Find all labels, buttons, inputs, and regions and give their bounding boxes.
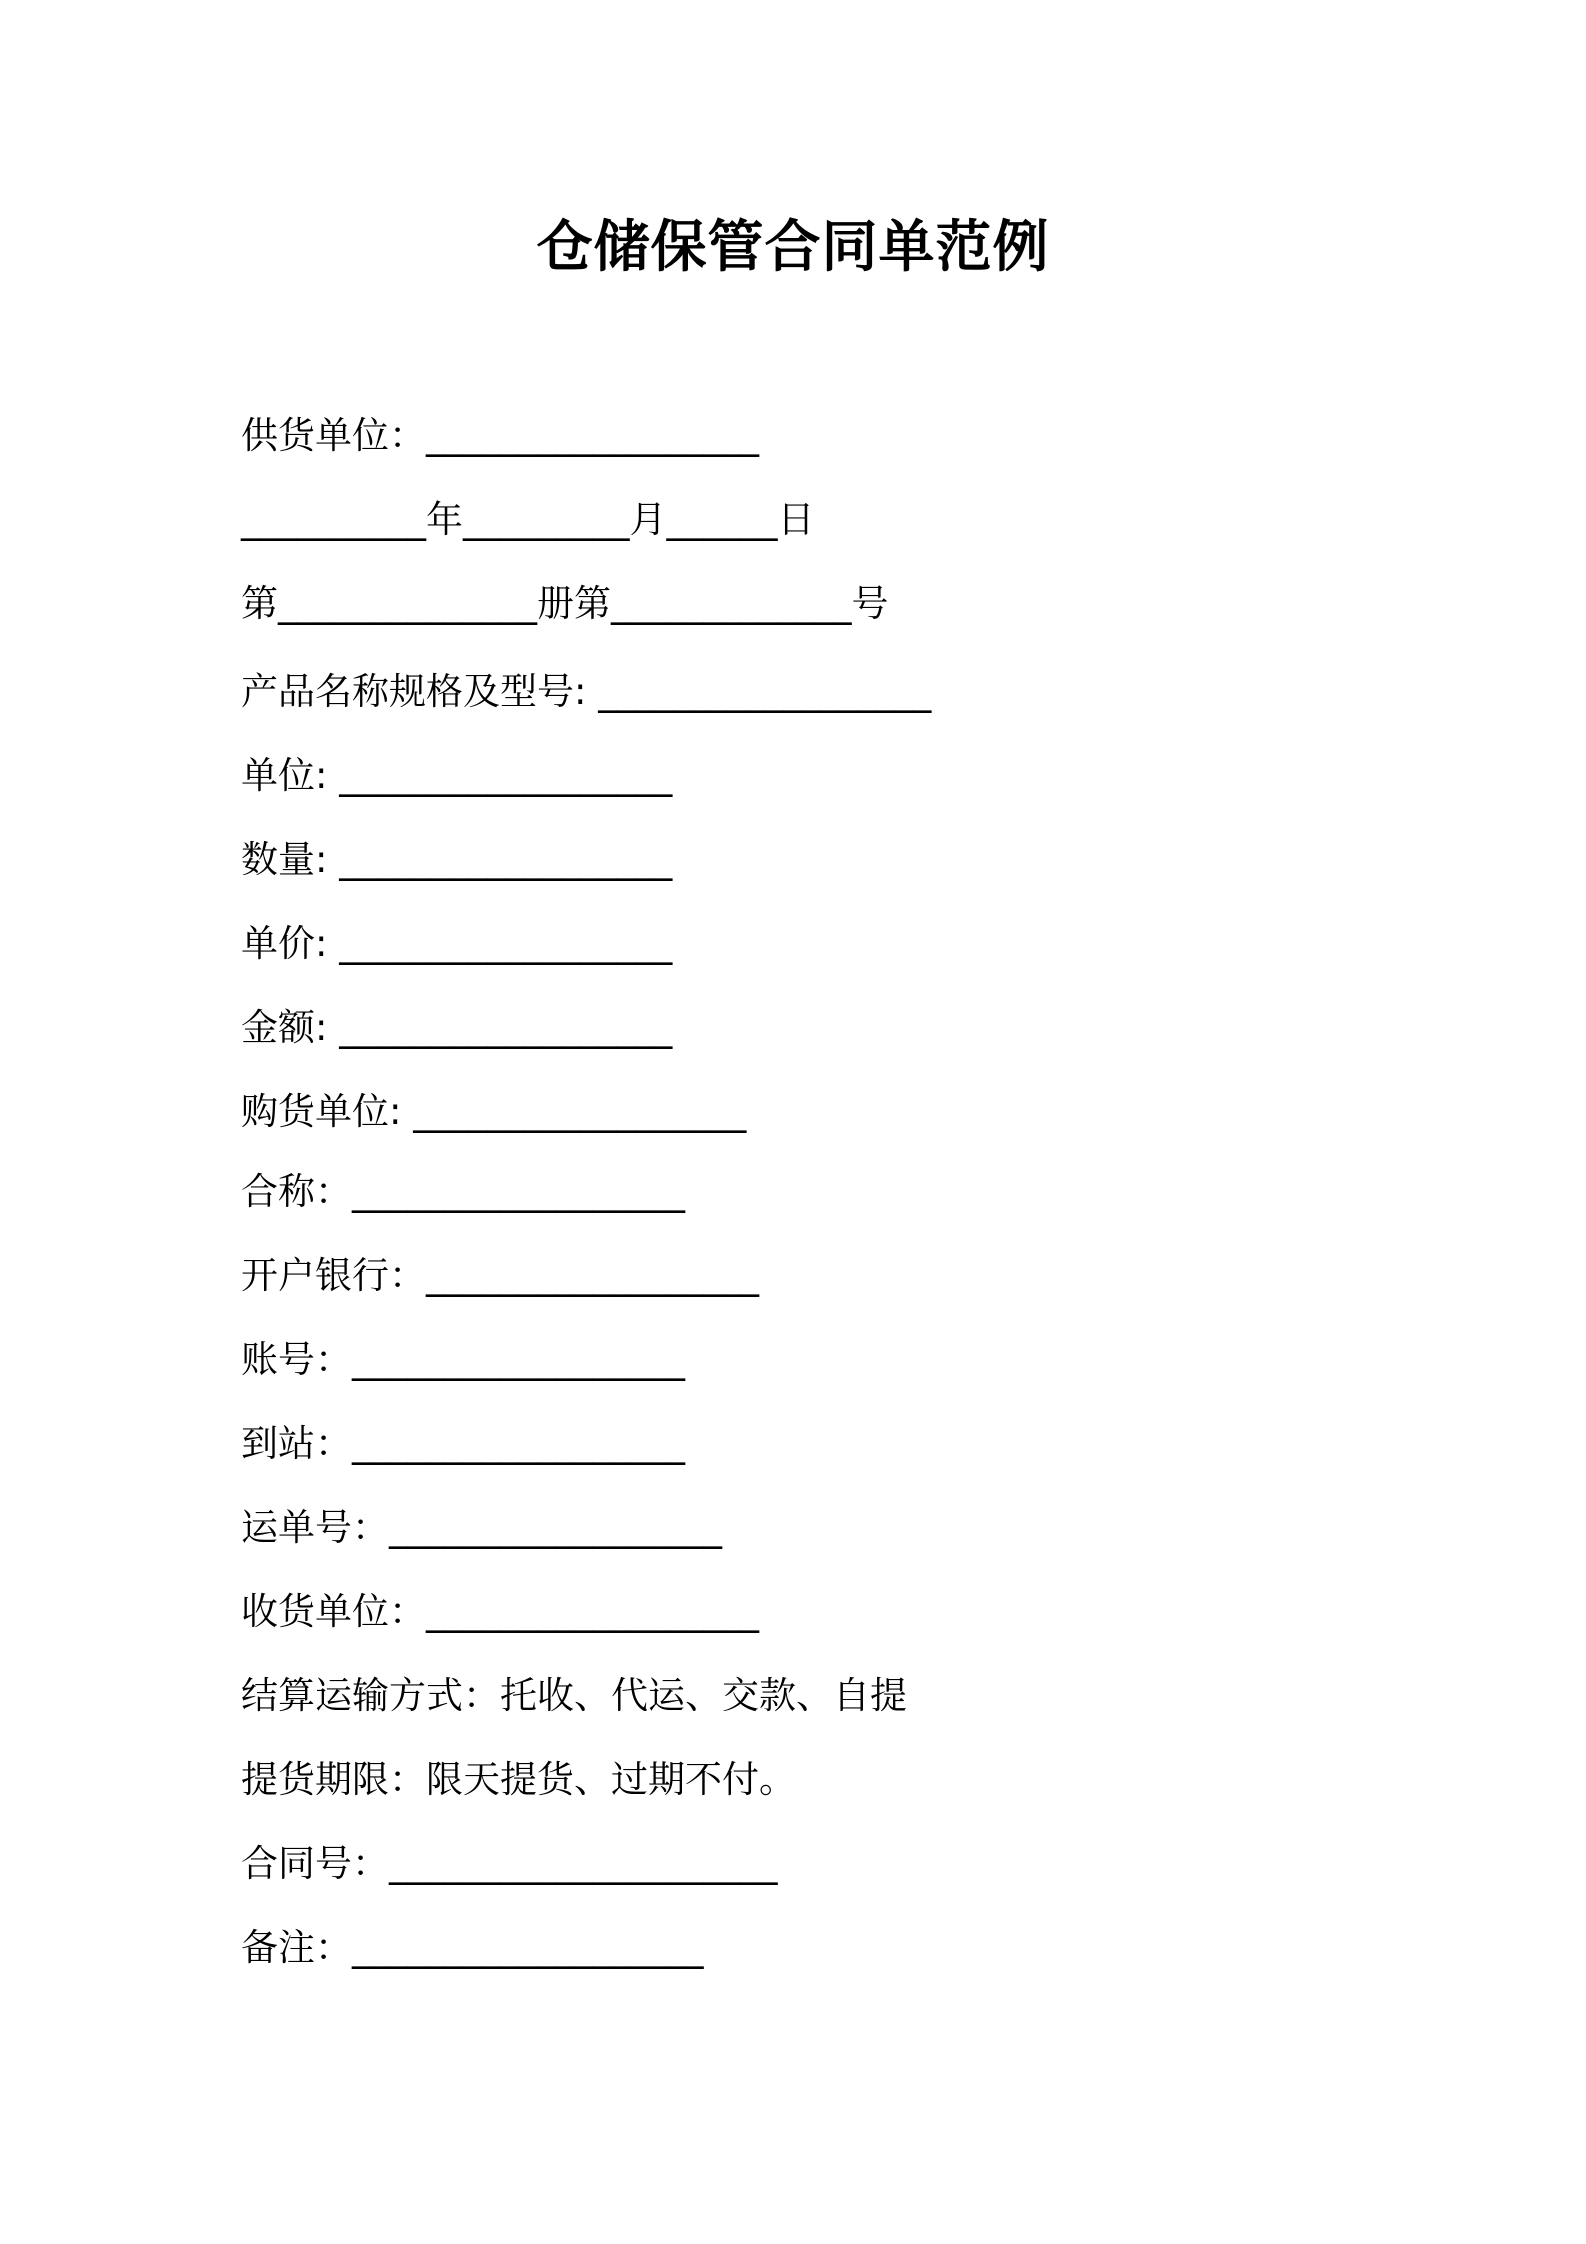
bank-line: 开户银行：__________________ bbox=[241, 1254, 759, 1297]
buyer-line: 购货单位: __________________ bbox=[241, 1090, 747, 1133]
product-spec-line: 产品名称规格及型号: __________________ bbox=[241, 670, 932, 713]
quantity-line: 数量: __________________ bbox=[241, 838, 673, 881]
document-title: 仓储保管合同单范例 bbox=[536, 215, 1050, 280]
volume-number-line: 第______________册第_____________号 bbox=[241, 582, 889, 625]
supplier-line: 供货单位：__________________ bbox=[241, 414, 759, 457]
station-line: 到站：__________________ bbox=[241, 1422, 685, 1465]
remarks-line: 备注：___________________ bbox=[241, 1926, 704, 1969]
pickup-deadline-line: 提货期限：限天提货、过期不付。 bbox=[241, 1758, 796, 1801]
unit-price-line: 单价: __________________ bbox=[241, 922, 673, 965]
amount-line: 金额: __________________ bbox=[241, 1006, 673, 1049]
date-line: __________年_________月______日 bbox=[241, 498, 815, 541]
contract-number-line: 合同号：_____________________ bbox=[241, 1842, 778, 1885]
name-line: 合称：__________________ bbox=[241, 1170, 685, 1213]
waybill-line: 运单号：__________________ bbox=[241, 1506, 722, 1549]
account-line: 账号：__________________ bbox=[241, 1338, 685, 1381]
settlement-method-line: 结算运输方式：托收、代运、交款、自提 bbox=[241, 1674, 907, 1717]
consignee-line: 收货单位：__________________ bbox=[241, 1590, 759, 1633]
unit-line: 单位: __________________ bbox=[241, 754, 673, 797]
